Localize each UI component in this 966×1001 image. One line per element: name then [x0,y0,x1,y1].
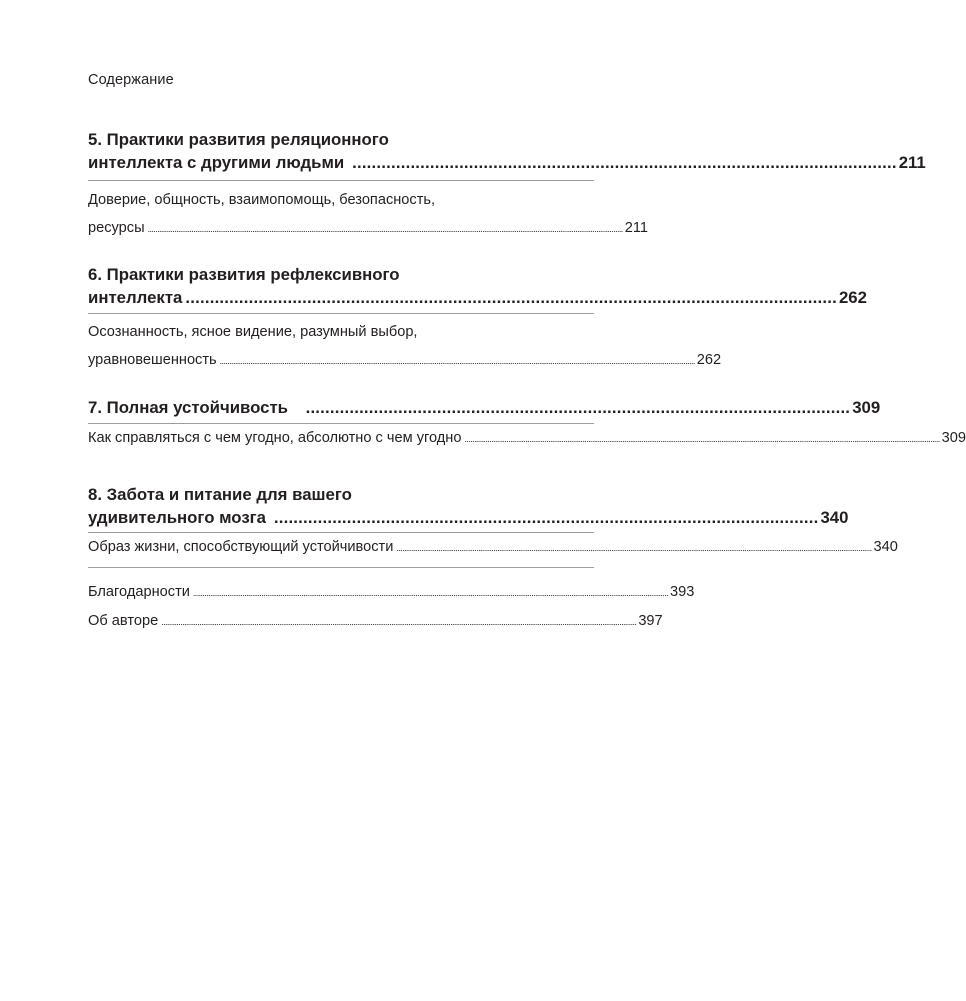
leader-dots: .......................................................................................................................................................................................................................................................... [192,588,669,598]
leader-dots: .......................................................................................................................................................................................................................................................... [219,356,695,366]
toc-back-matter [88,578,695,636]
subentry-line2 [88,214,648,243]
toc-subentry-6 [88,318,722,375]
subentry-page-number: 211 [624,220,648,236]
toc-chapter-8 [88,483,849,529]
leader-dots: .......................................................................................................................................................................................................................................................... [396,543,872,553]
chapter-title-text: 7. Полная устойчивость [88,398,288,417]
leader-dots: ................................................................................................................ [291,398,851,417]
chapter-title [88,396,881,419]
subentry [88,318,722,375]
subentry-text: ресурсы [88,220,145,236]
chapter-page-number: 340 [820,508,849,527]
toc-subentry-7 [88,424,966,453]
leader-dots: ................................................................................................................ [347,153,897,172]
subentry-line1: Осознанность, ясное видение, разумный выбор, [88,324,418,340]
subentry-page-number: 309 [941,430,966,446]
chapter-title [88,483,849,529]
back-matter-text: Благодарности [88,584,190,600]
back-matter-entry [88,578,695,607]
running-head: Содержание [88,72,174,88]
leader-dots: .......................................................................................................................................................................................................................................................... [161,617,637,627]
toc-chapter-5 [88,128,926,174]
leader-dots: ...................................................................................................................................... [185,288,837,307]
leader-dots: .......................................................................................................................................................................................................................................................... [464,434,940,444]
subentry-page-number: 262 [696,352,722,368]
subentry [88,533,898,562]
divider [88,567,594,568]
chapter-page-number: 211 [898,153,926,172]
subentry-page-number: 340 [873,539,898,555]
subentry-text: Образ жизни, способствующий устойчивости [88,539,394,555]
leader-dots: .......................................................................................................................................................................................................................................................... [147,224,623,234]
chapter-title-text: удивительного мозга [88,508,266,527]
chapter-page-number: 309 [852,398,881,417]
subentry-text: уравновешенность [88,352,217,368]
toc-subentry-5 [88,186,648,243]
divider [88,180,594,181]
chapter-title-line [88,396,881,419]
chapter-page-number: 262 [838,288,867,307]
chapter-title [88,128,926,174]
chapter-title-line1: 6. Практики развития рефлексивного [88,265,400,284]
subentry-line1: Доверие, общность, взаимопомощь, безопасность, [88,192,436,208]
subentry [88,186,648,243]
chapter-title-text: интеллекта [88,288,183,307]
leader-dots: ................................................................................................................ [269,508,819,527]
chapter-title-line1: 5. Практики развития реляционного [88,130,389,149]
back-matter-page-number: 393 [670,584,695,600]
chapter-title-line2 [88,151,926,174]
chapter-title-text: интеллекта с другими людьми [88,153,345,172]
subentry-line [88,533,898,562]
toc-subentry-8 [88,533,898,562]
subentry [88,424,966,453]
chapter-title-line2 [88,286,867,309]
back-matter-page-number: 397 [638,613,663,629]
back-matter-entry [88,607,663,636]
back-matter-line [88,607,663,636]
toc-chapter-6 [88,263,867,309]
toc-chapter-7 [88,396,881,419]
chapter-title [88,263,867,309]
divider [88,313,594,314]
back-matter-line [88,578,695,607]
subentry-text: Как справляться с чем угодно, абсолютно с чем угодно [88,430,462,446]
subentry-line2 [88,346,722,375]
back-matter-text: Об авторе [88,613,159,629]
chapter-title-line2 [88,506,849,529]
chapter-title-line1: 8. Забота и питание для вашего [88,485,352,504]
subentry-line [88,424,966,453]
